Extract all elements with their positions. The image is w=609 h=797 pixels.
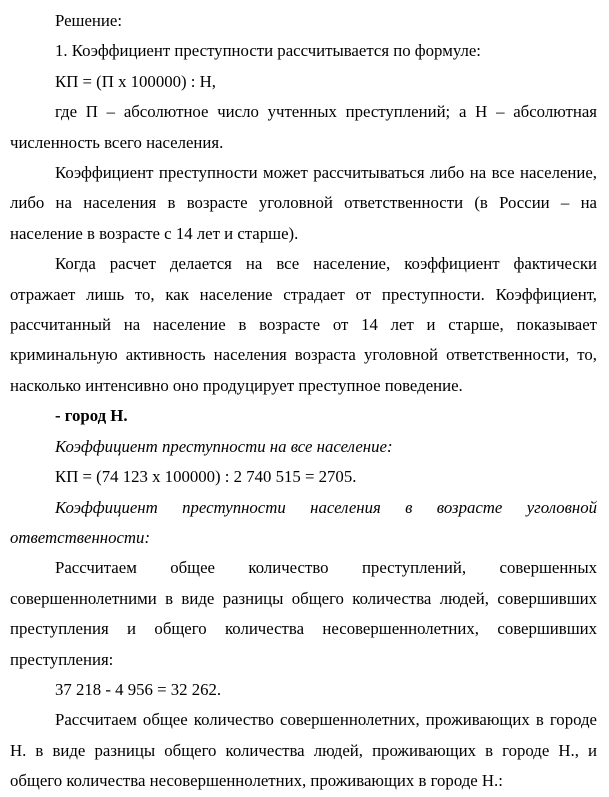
criminal-age-subheading: Коэффициент преступности населения в возрасте уголовной ответственности: <box>10 497 597 547</box>
coefficient-scope-paragraph: Коэффициент преступности может рассчитываться либо на все население, либо на населения в возрасте уголовной ответственности (в России – на население в возрасте с 14 лет и старше). <box>10 163 597 243</box>
adult-population-paragraph: Рассчитаем общее количество совершеннолетних, проживающих в городе Н. в виде разницы общего количества людей, проживающих в городе Н., и общего количества несовершеннолетних, проживающих в городе Н.: <box>10 710 597 791</box>
solution-heading: Решение: <box>55 11 123 30</box>
formula: КП = (П х 100000) : Н, <box>55 71 216 91</box>
adult-crimes-calculation: 37 218 - 4 956 = 32 262. <box>55 679 222 699</box>
city-heading: - город Н. <box>55 406 128 426</box>
formula-legend: где П – абсолютное число учтенных преступлений; а Н – абсолютная численность всего населения. <box>10 102 597 152</box>
adult-crimes-paragraph: Рассчитаем общее количество преступлений, совершенных совершеннолетними в виде разницы общего количества людей, совершивших преступления и общего количества несовершеннолетних, совершивших преступления: <box>10 558 597 669</box>
total-population-subheading: Коэффициент преступности на все население: <box>55 436 393 456</box>
coefficient-meaning-paragraph: Когда расчет делается на все население, коэффициент фактически отражает лишь то, как население страдает от преступности. Коэффициент, рассчитанный на население в возрасте от 14 лет и старше, показывает криминальную активность населения возраста уголовной ответственности, то, насколько интенсивно оно продуцирует преступное поведение. <box>10 254 597 395</box>
total-population-calculation: КП = (74 123 х 100000) : 2 740 515 = 2705. <box>55 467 357 487</box>
formula-intro: 1. Коэффициент преступности рассчитывается по формуле: <box>55 41 481 61</box>
